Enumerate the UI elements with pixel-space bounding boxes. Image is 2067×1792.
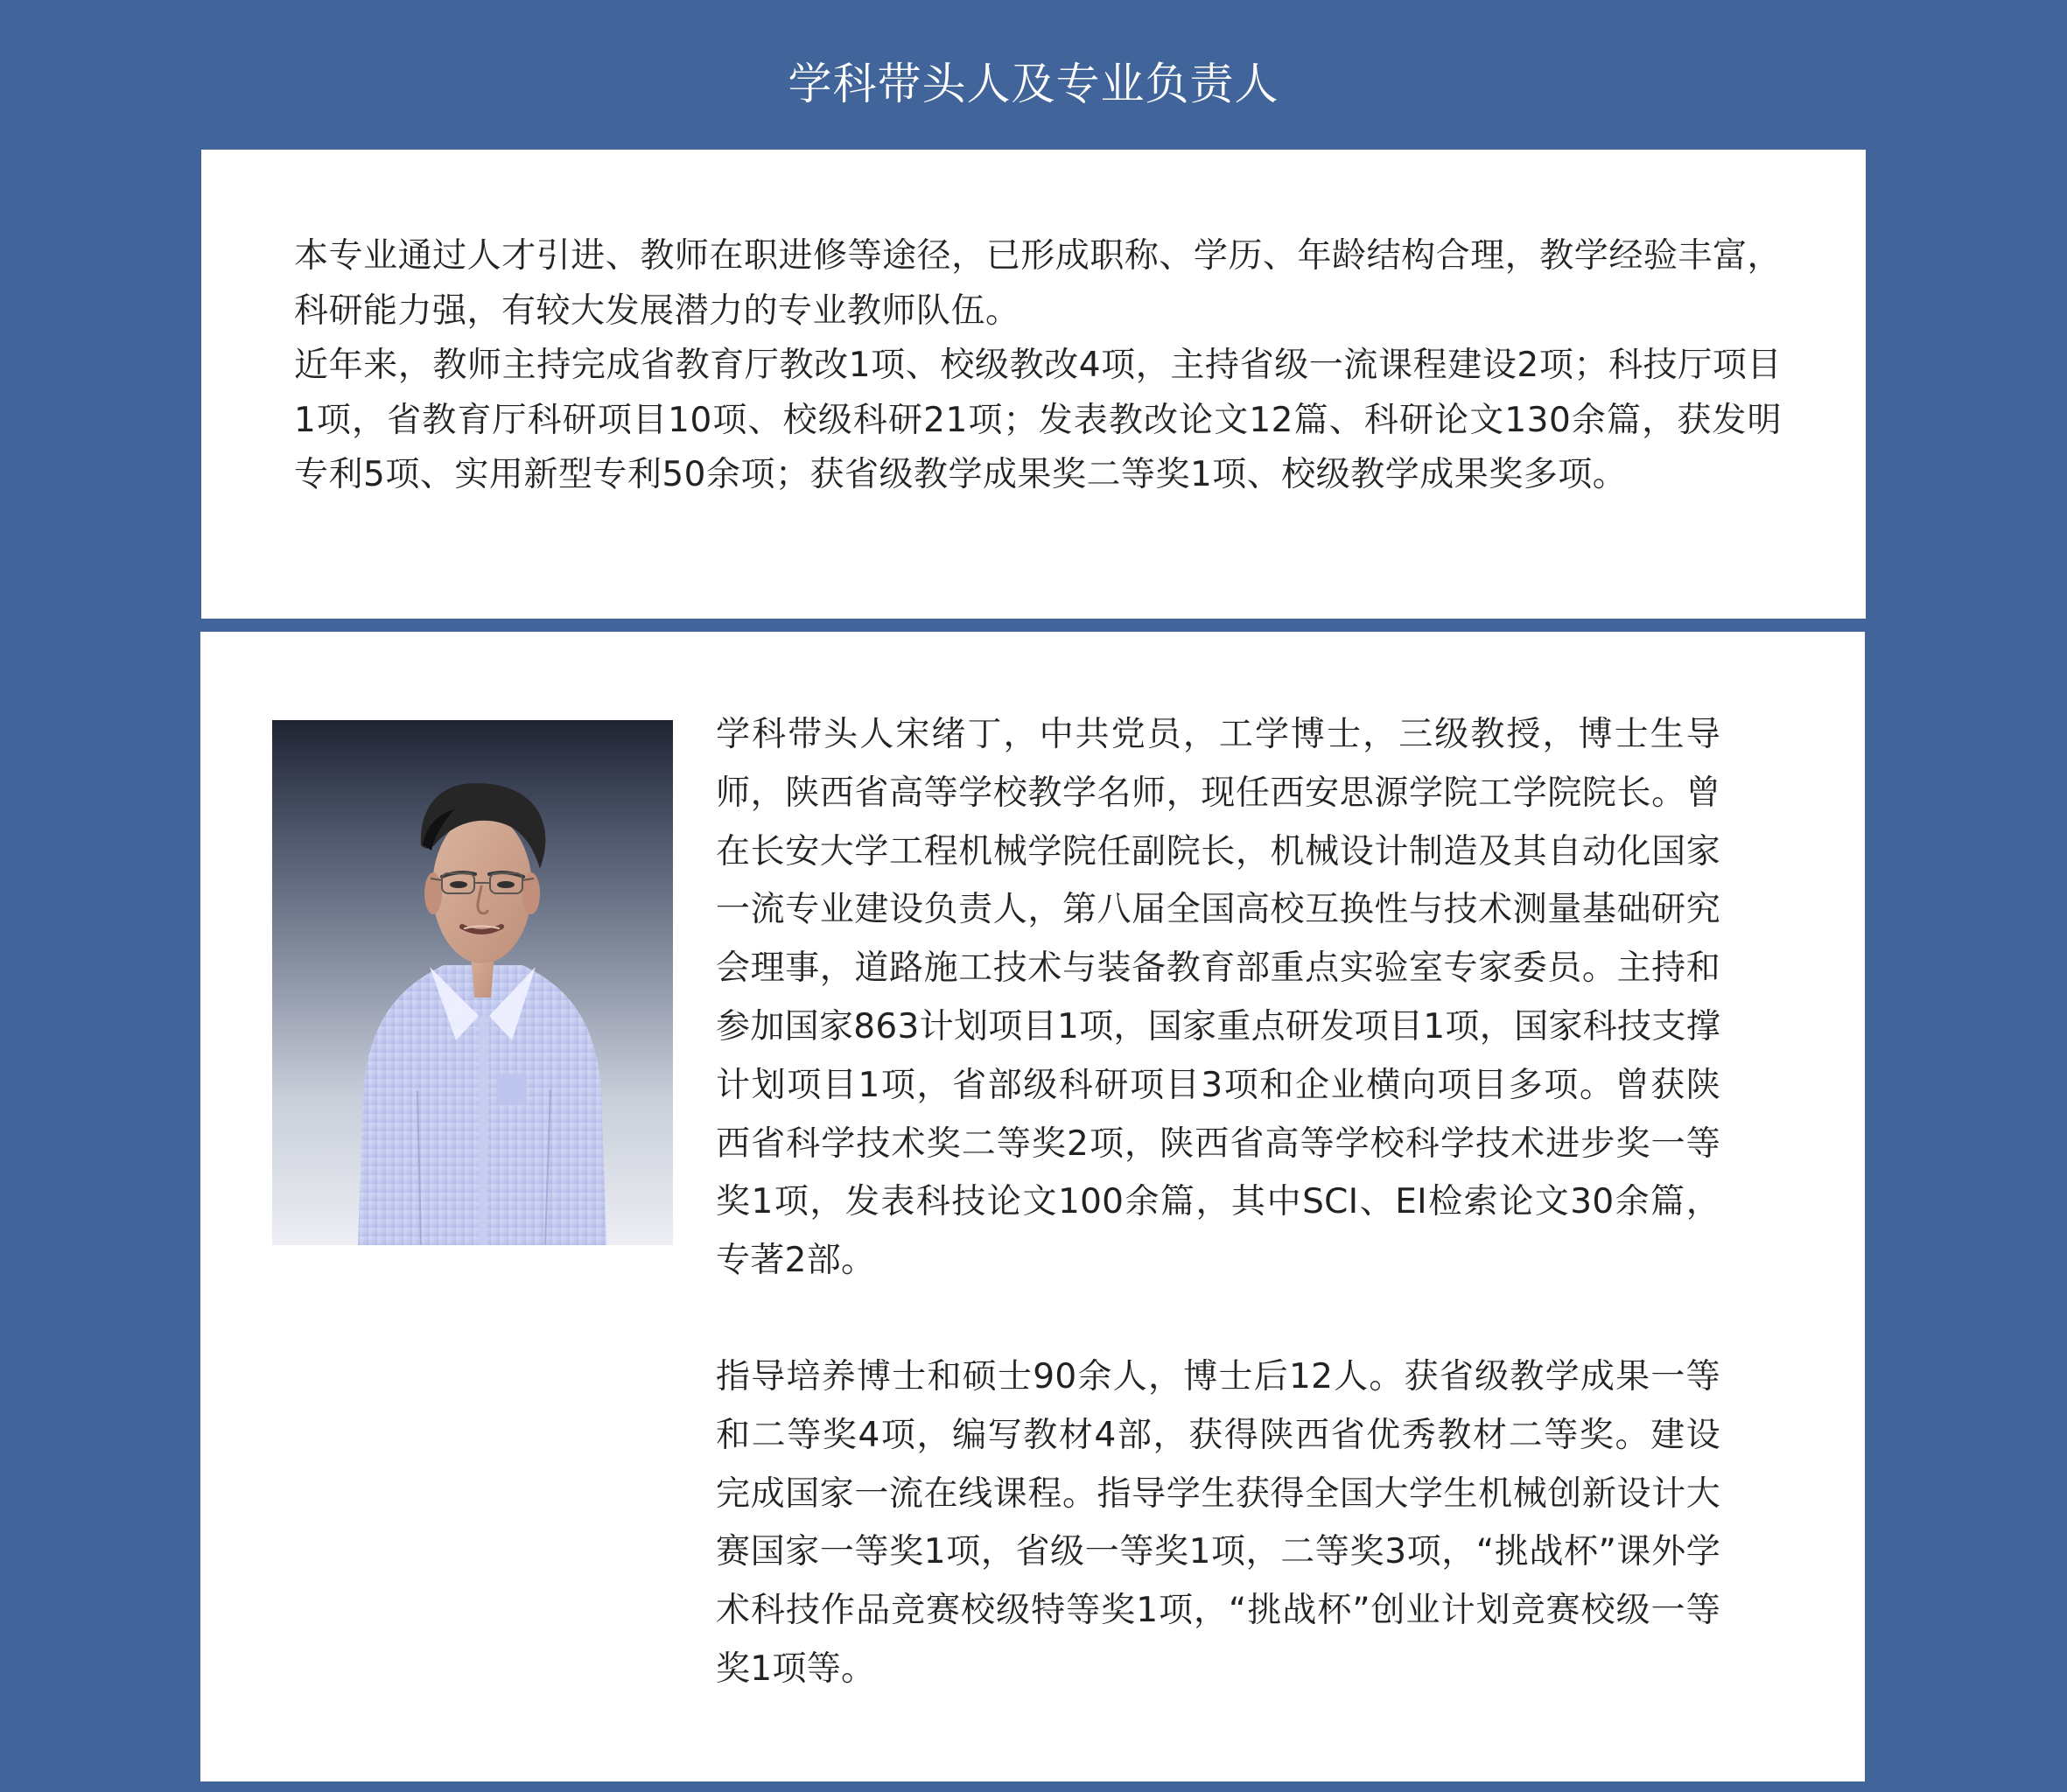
leader-panel [200,632,1865,1782]
intro-panel [201,150,1866,619]
leader-bio [716,706,1720,1699]
intro-paragraph-1: 本专业通过人才引进、教师在职进修等途径，已形成职称、学历、年龄结构合理，教学经验丰富，科研能力强，有较大发展潜力的专业教师队伍。 [294,236,1782,331]
page-title: 学科带头人及专业负责人 [788,59,1279,109]
intro-paragraph-2: 近年来，教师主持完成省教育厅教改1项、校级教改4项，主持省级一流课程建设2项；科技厅项目1项，省教育厅科研项目10项、校级科研21项；发表教改论文12篇、科研论文130余篇，获发明专利5项、实用新型专利50余项；获省级教学成果奖二等奖1项、校级教学成果奖多项。 [294,346,1782,494]
leader-bio-paragraph-2: 指导培养博士和硕士90余人，博士后12人。获省级教学成果一等和二等奖4项，编写教材4部，获得陕西省优秀教材二等奖。建设完成国家一流在线课程。指导学生获得全国大学生机械创新设计大赛国家一等奖1项，省级一等奖1项，二等奖3项，“挑战杯”课外学术科技作品竞赛校级特等奖1项，“挑战杯”创业计划竞赛校级一等奖1项等。 [716,1356,1720,1689]
leader-portrait [272,720,673,1245]
leader-bio-paragraph-1: 学科带头人宋绪丁，中共党员，工学博士，三级教授，博士生导师，陕西省高等学校教学名师，现任西安思源学院工学院院长。曾在长安大学工程机械学院任副院长，机械设计制造及其自动化国家一流专业建设负责人，第八届全国高校互换性与技术测量基础研究会理事，道路施工技术与装备教育部重点实验室专家委员。主持和参加国家863计划项目1项，国家重点研发项目1项，国家科技支撑计划项目1项，省部级科研项目3项和企业横向项目多项。曾获陕西省科学技术奖二等奖2项，陕西省高等学校科学技术进步奖一等奖1项，发表科技论文100余篇，其中SCI、EI检索论文30余篇，专著2部。 [716,715,1720,1281]
portrait-illustration [272,720,673,1245]
intro-text [294,229,1782,503]
